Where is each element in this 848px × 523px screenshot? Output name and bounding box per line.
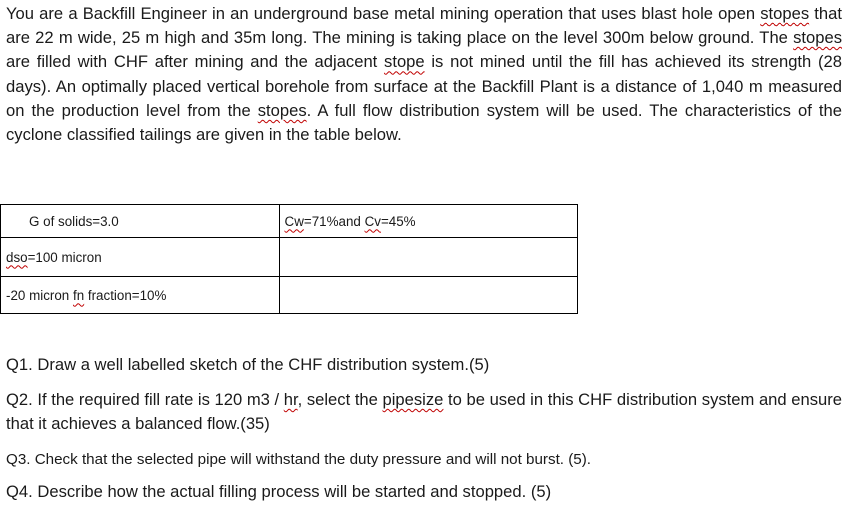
misspelled-word-fn: fn bbox=[72, 287, 85, 303]
table-cell bbox=[279, 205, 577, 238]
table-cell-empty bbox=[279, 238, 577, 277]
misspelled-word-cw: Cw bbox=[284, 213, 304, 229]
table-cell bbox=[1, 205, 280, 238]
misspelled-word-stopes: stopes bbox=[257, 100, 307, 120]
d50-value: =100 micron bbox=[27, 249, 102, 265]
question-2-text: to be used in this CHF distribution system and ensure that it achieves a balanced flow.(35) bbox=[6, 390, 842, 434]
misspelled-word-dso: dso bbox=[6, 249, 28, 265]
misspelled-word-cv: Cv bbox=[364, 213, 381, 229]
misspelled-word-hr: hr bbox=[283, 390, 298, 409]
question-2 bbox=[6, 388, 842, 436]
table-row bbox=[1, 238, 578, 277]
tailings-characteristics-table bbox=[0, 204, 578, 314]
intro-text-4: is not mined until the fill has achieved its strength (28 days). An optimally placed vertical borehole from surface at the Backfill Plant is a distance of 1,040 m measured on the production level from the bbox=[6, 52, 842, 120]
question-3: Q3. Check that the selected pipe will withstand the duty pressure and will not burst. (5). bbox=[6, 451, 592, 468]
intro-text-2: that are 22 m wide, 25 m high and 35m long. The mining is taking place on the level 300m below ground. The bbox=[6, 4, 842, 48]
misspelled-word-stopes: stopes bbox=[793, 28, 842, 48]
intro-text-5: . A full flow distribution system will be used. The characteristics of the cyclone classified tailings are given in the table below. bbox=[6, 100, 842, 145]
misspelled-word-stope: stope bbox=[384, 52, 425, 72]
fines-text: fraction=10% bbox=[84, 287, 167, 303]
intro-text-1: You are a Backfill Engineer in an underground base metal mining operation that uses blast hole open bbox=[6, 4, 761, 23]
table-row bbox=[1, 277, 578, 314]
question-2-text: , select the bbox=[297, 390, 383, 409]
question-1: Q1. Draw a well labelled sketch of the CHF distribution system.(5) bbox=[6, 355, 490, 374]
question-4: Q4. Describe how the actual filling process will be started and stopped. (5) bbox=[6, 482, 552, 501]
table-cell bbox=[1, 238, 280, 277]
table-cell-empty bbox=[279, 277, 577, 314]
specific-gravity-solids: G of solids=3.0 bbox=[29, 213, 119, 229]
question-2-text: Q2. If the required fill rate is 120 m3 / bbox=[6, 390, 284, 409]
intro-text-3: are filled with CHF after mining and the adjacent bbox=[6, 52, 385, 72]
problem-statement bbox=[6, 2, 842, 147]
table-cell bbox=[1, 277, 280, 314]
table-row bbox=[1, 205, 578, 238]
fines-text: -20 micron bbox=[6, 287, 73, 303]
concentration-text: =71%and bbox=[303, 213, 365, 229]
concentration-text: =45% bbox=[380, 213, 416, 229]
misspelled-word-pipesize: pipesize bbox=[382, 390, 444, 409]
misspelled-word-stopes: stopes bbox=[760, 4, 810, 23]
